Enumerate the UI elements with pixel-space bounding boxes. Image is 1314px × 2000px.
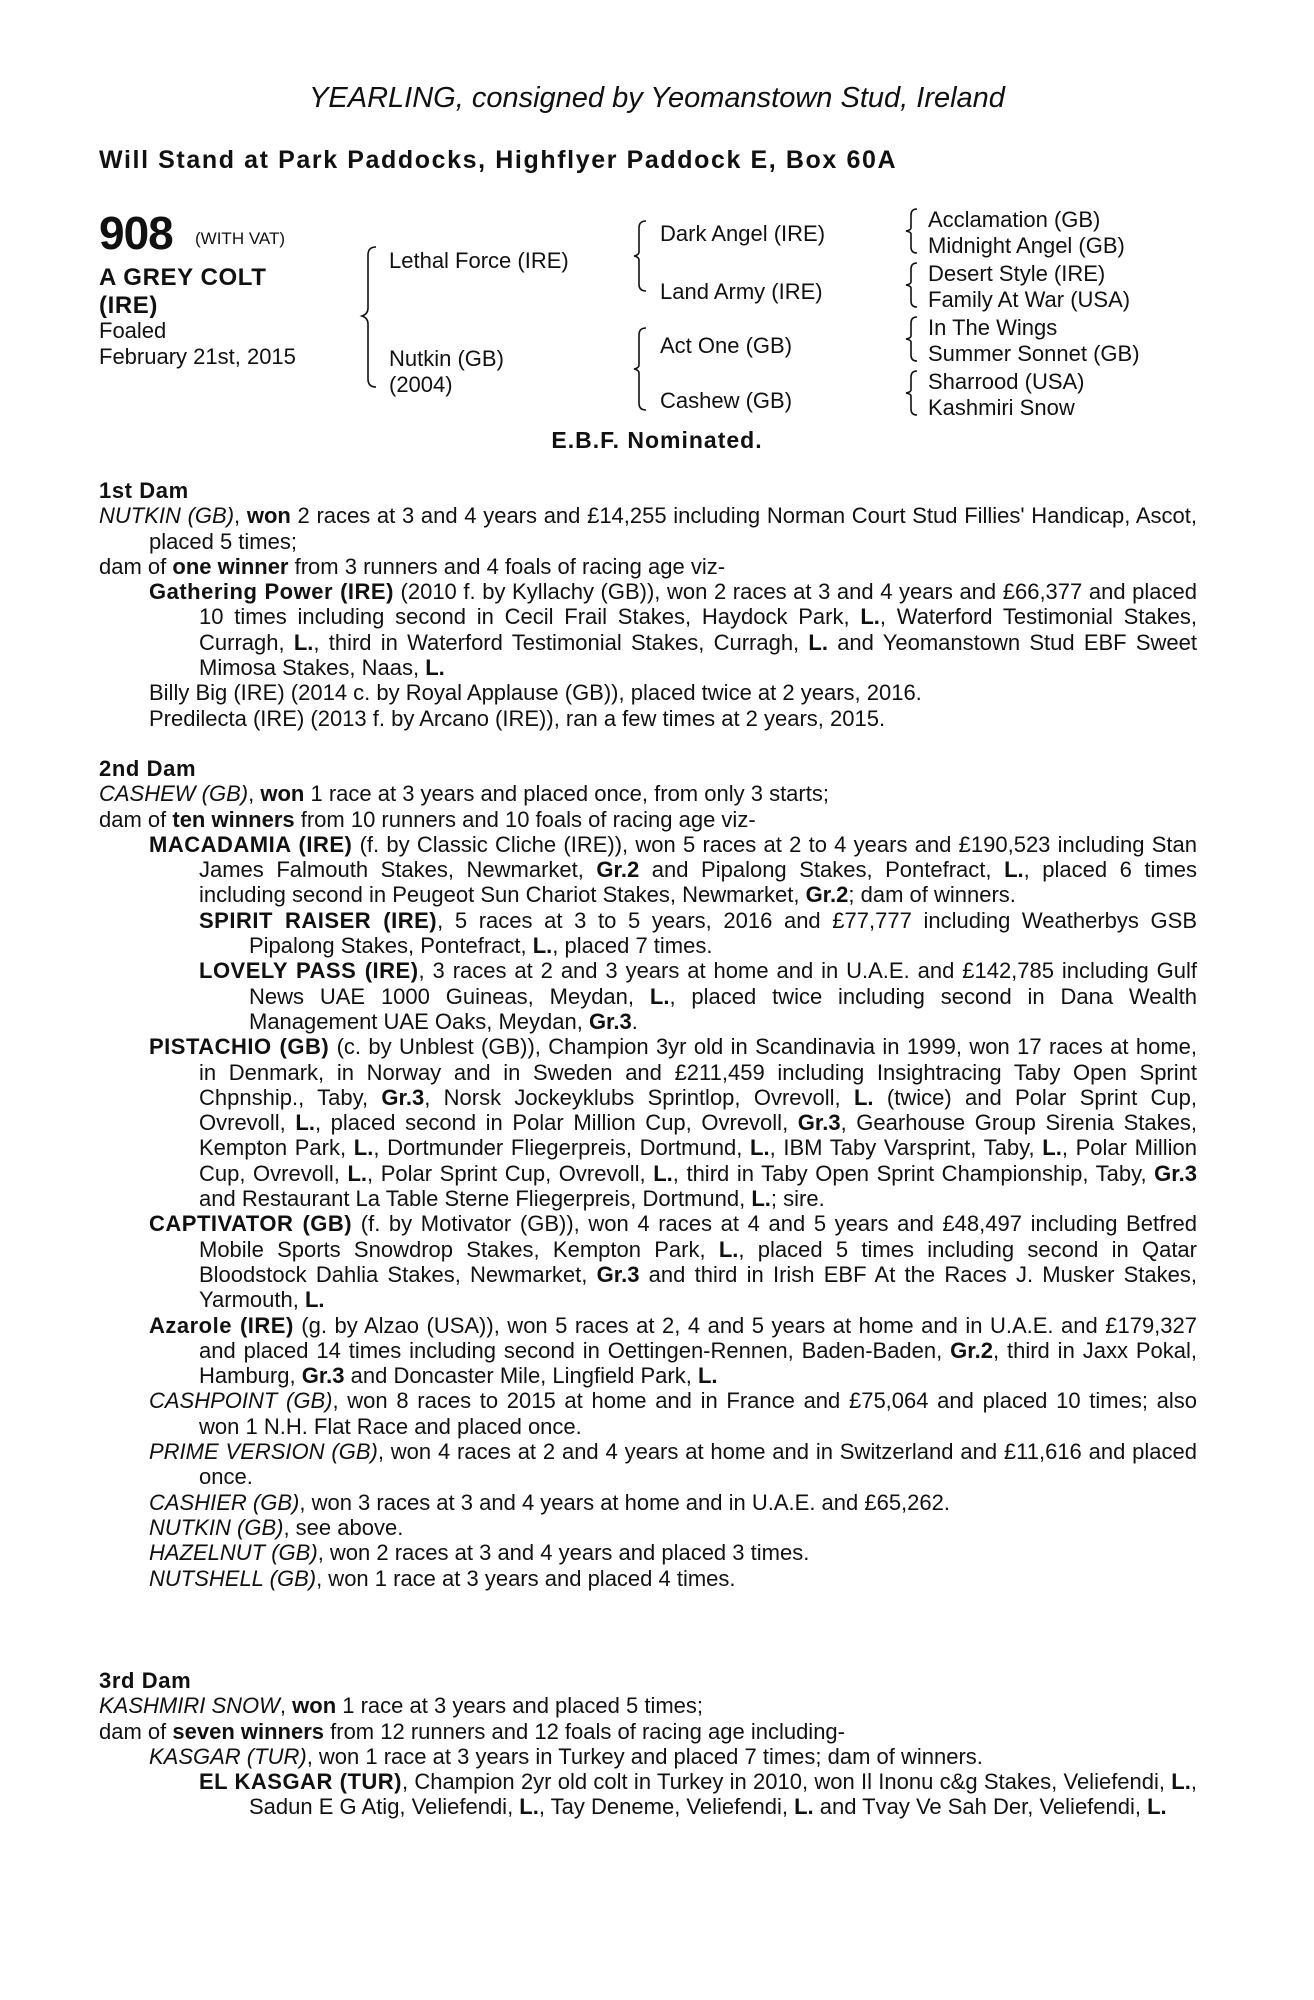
text-run: Predilecta (IRE) (2013 f. by Arcano (IRE)), ran a few times at 2 years, 2015.: [149, 705, 886, 731]
text-run: and Yeomanstown Stud EBF Sweet Mimosa Stakes, Naas,: [199, 629, 1197, 681]
emphasis-text: L.: [808, 629, 828, 655]
produce-entry-captivator: [99, 1211, 1197, 1312]
horse-description-line2: (IRE): [99, 292, 158, 319]
pedigree-g3-5: In The Wings: [928, 315, 1058, 340]
pedigree-sire: Lethal Force (IRE): [389, 248, 569, 273]
first-dam-heading: 1st Dam: [99, 478, 189, 503]
text-run: (c. by Unblest (GB)), Champion 3yr old in Scandinavia in 1999, won 17 races at home, in Denmark, in Norway and in Sweden and £211,459 including Insightracing Taby Open Sprint Chpnship., Taby,: [199, 1034, 1198, 1110]
third-dam-heading: 3rd Dam: [99, 1668, 192, 1693]
emphasis-text: L.: [649, 983, 670, 1009]
text-run: 2 races at 3 and 4 years and £14,255 including Norman Court Stud Fillies' Handicap, Ascot, placed 5 times;: [149, 503, 1197, 554]
text-run: 1 race at 3 years and placed 5 times;: [336, 1693, 704, 1719]
text-run: 1 race at 3 years and placed once, from only 3 starts;: [304, 781, 829, 807]
produce-entry-pistachio: [99, 1034, 1197, 1211]
horse-name: PISTACHIO (GB): [149, 1034, 330, 1060]
text-run: (f. by Motivator (GB)), won 4 races at 4 and 5 years and £48,497 including Betfred Mobile Sports Snowdrop Stakes, Kempton Park,: [199, 1211, 1197, 1262]
italic-name: NUTKIN (GB): [99, 503, 235, 529]
pedigree-bracket-g3-2: [903, 260, 923, 310]
text-run: dam of: [99, 806, 173, 832]
text-run: , see above.: [283, 1514, 404, 1540]
produce-entry-cashpoint: [99, 1388, 1197, 1439]
italic-name: CASHEW (GB): [99, 781, 249, 807]
ebf-nominated: E.B.F. Nominated.: [551, 427, 763, 453]
first-dam-record: [99, 503, 1197, 554]
emphasis-text: Gr.3: [588, 1008, 632, 1034]
emphasis-text: L.: [718, 1236, 739, 1262]
text-run: (2010 f. by Kyllachy (GB)), won 2 races at 3 and 4 years and £66,377 and placed 10 times including second in Cecil Frail Stakes, Haydock Park,: [199, 579, 1197, 630]
emphasis-text: Gr.2: [950, 1337, 993, 1363]
produce-entry-kasgar: [99, 1744, 1197, 1769]
text-run: , IBM Taby Varsprint, Taby,: [769, 1135, 1043, 1161]
emphasis-text: won: [246, 503, 291, 529]
text-run: , Polar Million Cup, Ovrevoll,: [199, 1135, 1197, 1186]
text-run: ,: [279, 1693, 293, 1719]
text-run: dam of: [99, 553, 173, 579]
italic-name: NUTKIN (GB): [149, 1514, 284, 1540]
text-run: , placed 7 times.: [552, 933, 713, 959]
text-run: , won 1 race at 3 years in Turkey and placed 7 times; dam of winners.: [306, 1743, 983, 1769]
text-run: dam of: [99, 1718, 173, 1744]
pedigree-g3-8: Kashmiri Snow: [928, 395, 1075, 420]
text-run: , third in Jaxx Pokal, Hamburg,: [199, 1337, 1197, 1389]
text-run: ; dam of winners.: [848, 882, 1016, 908]
emphasis-text: L.: [653, 1160, 673, 1186]
vat-label: (WITH VAT): [195, 229, 286, 248]
emphasis-text: L.: [293, 629, 314, 655]
emphasis-text: won: [292, 1693, 337, 1719]
second-dam-heading: 2nd Dam: [99, 756, 197, 781]
emphasis-text: L.: [1004, 857, 1024, 883]
pedigree-g3-4: Family At War (USA): [928, 287, 1131, 312]
first-dam-section: [99, 478, 1197, 731]
text-run: and Pipalong Stakes, Pontefract,: [639, 857, 1005, 883]
emphasis-text: L.: [853, 1084, 874, 1110]
emphasis-text: Gr.2: [596, 857, 640, 883]
emphasis-text: L.: [1042, 1135, 1062, 1161]
produce-entry-macadamia: [99, 832, 1197, 908]
emphasis-text: Gr.3: [301, 1363, 345, 1389]
text-run: .: [631, 1008, 638, 1034]
produce-entry-hazelnut: [99, 1540, 1197, 1565]
text-run: (twice) and Polar Sprint Cup, Ovrevoll,: [199, 1084, 1197, 1136]
produce-entry-billy-big: [99, 680, 1197, 705]
pedigree-g3-1: Acclamation (GB): [928, 207, 1101, 232]
produce-entry-cashier: [99, 1490, 1197, 1515]
pedigree-bracket-g3-1: [903, 206, 923, 256]
italic-name: KASGAR (TUR): [149, 1743, 307, 1769]
text-run: and Doncaster Mile, Lingfield Park,: [344, 1363, 698, 1389]
italic-name: NUTSHELL (GB): [149, 1565, 317, 1591]
horse-name: CAPTIVATOR (GB): [149, 1211, 353, 1237]
emphasis-text: Gr.3: [797, 1110, 841, 1136]
text-run: , 3 races at 2 and 3 years at home and in U.A.E. and £142,785 including Gulf News UAE 1000 Guineas, Meydan,: [249, 958, 1198, 1009]
text-run: , Tay Deneme, Veliefendi,: [538, 1794, 795, 1820]
lot-number: 908: [99, 207, 173, 259]
produce-entry-lovely-pass: [99, 958, 1197, 1034]
foaled-date: February 21st, 2015: [99, 344, 296, 369]
text-run: , won 2 races at 3 and 4 years and placed 3 times.: [317, 1540, 810, 1566]
horse-description: [99, 264, 267, 320]
pedigree-dam-dam: Cashew (GB): [660, 388, 793, 413]
text-run: , won 8 races to 2015 at home and in France and £75,064 and placed 10 times; also won 1 N.H. Flat Race and placed once.: [199, 1388, 1197, 1439]
emphasis-text: Gr.2: [805, 882, 849, 908]
text-run: , Champion 2yr old colt in Turkey in 2010, won Il Inonu c&g Stakes, Veliefendi,: [401, 1769, 1172, 1795]
text-run: Billy Big (IRE) (2014 c. by Royal Applause (GB)), placed twice at 2 years, 2016.: [149, 680, 922, 706]
produce-entry-nutkin: [99, 1515, 1197, 1540]
pedigree-g3-6: Summer Sonnet (GB): [928, 341, 1140, 366]
italic-name: HAZELNUT (GB): [149, 1540, 318, 1566]
text-run: , Polar Sprint Cup, Ovrevoll,: [367, 1160, 654, 1186]
foaled-label: Foaled: [99, 318, 167, 343]
second-dam-record: [99, 781, 1197, 806]
emphasis-text: L.: [304, 1287, 325, 1313]
text-run: , placed twice including second in Dana Wealth Management UAE Oaks, Meydan,: [249, 983, 1198, 1034]
emphasis-text: Gr.3: [596, 1261, 640, 1287]
emphasis-text: won: [260, 781, 305, 807]
italic-name: CASHPOINT (GB): [149, 1388, 333, 1414]
text-run: , Norsk Jockeyklubs Sprintlop, Ovrevoll,: [424, 1084, 854, 1110]
second-dam-section: [99, 756, 1197, 1591]
horse-name: MACADAMIA (IRE): [149, 831, 353, 857]
text-run: , won 3 races at 3 and 4 years at home and in U.A.E. and £65,262.: [299, 1489, 950, 1515]
produce-entry-gathering-power: [99, 579, 1197, 680]
text-run: , 5 races at 3 to 5 years, 2016 and £77,777 including Weatherbys GSB Pipalong Stakes, Pontefract,: [249, 907, 1198, 959]
emphasis-text: L.: [353, 1135, 374, 1161]
text-run: (g. by Alzao (USA)), won 5 races at 2, 4 and 5 years at home and in U.A.E. and £179,327 and placed 14 times including second in Oettingen-Rennen, Baden-Baden,: [199, 1312, 1197, 1363]
text-run: from 10 runners and 10 foals of racing age viz-: [294, 806, 756, 832]
emphasis-text: L.: [1171, 1769, 1191, 1795]
produce-entry-prime-version: [99, 1439, 1197, 1490]
second-dam-produce-summary: [99, 807, 1197, 832]
text-run: (f. by Classic Cliche (IRE)), won 5 races at 2 to 4 years and £190,523 including Stan James Falmouth Stakes, Newmarket,: [199, 831, 1197, 883]
text-run: , Gearhouse Group Sirenia Stakes, Kempton Park,: [199, 1110, 1197, 1161]
horse-name: LOVELY PASS (IRE): [199, 958, 419, 984]
text-run: and third in Irish EBF At the Races J. Musker Stakes, Yarmouth,: [199, 1261, 1198, 1313]
text-run: ,: [248, 781, 261, 807]
emphasis-text: L.: [1147, 1794, 1167, 1820]
horse-description-line1: A GREY COLT: [99, 264, 267, 291]
text-run: ,: [234, 503, 247, 529]
pedigree-bracket-g3-3: [903, 314, 923, 364]
text-run: , third in Waterford Testimonial Stakes, Curragh,: [313, 629, 809, 655]
italic-name: KASHMIRI SNOW: [99, 1693, 280, 1719]
emphasis-text: L.: [750, 1135, 770, 1161]
emphasis-text: L.: [519, 1794, 539, 1820]
first-dam-produce-summary: [99, 554, 1197, 579]
emphasis-text: Gr.3: [1154, 1160, 1197, 1186]
emphasis-text: L.: [532, 933, 553, 959]
horse-name: SPIRIT RAISER (IRE): [199, 907, 438, 933]
text-run: , Dortmunder Fliegerpreis, Dortmund,: [373, 1135, 750, 1161]
emphasis-text: L.: [794, 1794, 814, 1820]
produce-entry-spirit-raiser: [99, 908, 1197, 959]
emphasis-text: L.: [347, 1160, 368, 1186]
text-run: , won 4 races at 2 and 4 years at home and in Switzerland and £11,616 and placed once.: [199, 1439, 1198, 1490]
pedigree-bracket-dam: [632, 325, 652, 413]
pedigree-bracket-sire-dam: [360, 244, 384, 390]
produce-entry-azarole: [99, 1313, 1197, 1389]
emphasis-text: Gr.3: [381, 1084, 425, 1110]
text-run: , placed 6 times including second in Peugeot Sun Chariot Stakes, Newmarket,: [199, 857, 1198, 908]
third-dam-record: [99, 1693, 1197, 1718]
pedigree-sire-dam: Land Army (IRE): [660, 279, 823, 304]
text-run: and Tvay Ve Sah Der, Veliefendi,: [813, 1794, 1148, 1820]
horse-name: EL KASGAR (TUR): [199, 1769, 402, 1795]
pedigree-g3-7: Sharrood (USA): [928, 369, 1085, 394]
catalogue-header-title: YEARLING, consigned by Yeomanstown Stud, Ireland: [309, 82, 1005, 114]
pedigree-bracket-g3-4: [903, 368, 923, 418]
emphasis-text: L.: [697, 1363, 718, 1389]
italic-name: CASHIER (GB): [149, 1489, 300, 1515]
emphasis-text: L.: [295, 1110, 315, 1136]
text-run: , placed second in Polar Million Cup, Ovrevoll,: [314, 1110, 798, 1136]
emphasis-text: L.: [425, 655, 445, 681]
horse-name: Azarole (IRE): [149, 1312, 294, 1338]
text-run: and Restaurant La Table Sterne Fliegerpreis, Dortmund,: [199, 1186, 752, 1212]
pedigree-g3-2: Midnight Angel (GB): [928, 233, 1125, 258]
pedigree-bracket-sire: [632, 218, 652, 294]
third-dam-produce-summary: [99, 1719, 1197, 1744]
location-line: Will Stand at Park Paddocks, Highflyer Paddock E, Box 60A: [99, 146, 898, 174]
pedigree-g3-3: Desert Style (IRE): [928, 261, 1106, 286]
foaled-info: [99, 318, 296, 370]
produce-entry-nutshell: [99, 1566, 1197, 1591]
pedigree-dam-sire: Act One (GB): [660, 333, 793, 358]
third-dam-section: [99, 1668, 1197, 1820]
pedigree-dam: Nutkin (GB): [389, 346, 504, 371]
emphasis-text: seven winners: [172, 1718, 325, 1744]
text-run: , Waterford Testimonial Stakes, Curragh,: [199, 604, 1198, 655]
pedigree-sire-sire: Dark Angel (IRE): [660, 221, 826, 246]
emphasis-text: one winner: [172, 553, 289, 579]
pedigree-dam-year: (2004): [389, 372, 453, 397]
text-run: ; sire.: [770, 1186, 825, 1212]
emphasis-text: ten winners: [172, 806, 295, 832]
text-run: , placed 5 times including second in Qatar Bloodstock Dahlia Stakes, Newmarket,: [199, 1236, 1197, 1287]
text-run: , won 1 race at 3 years and placed 4 times.: [316, 1565, 736, 1591]
text-run: , third in Taby Open Sprint Championship, Taby,: [672, 1160, 1155, 1186]
emphasis-text: L.: [860, 604, 880, 630]
produce-entry-el-kasgar: [99, 1769, 1197, 1820]
produce-entry-predilecta: [99, 706, 1197, 731]
horse-name: Gathering Power (IRE): [149, 579, 394, 605]
text-run: from 3 runners and 4 foals of racing age viz-: [288, 553, 726, 579]
text-run: from 12 runners and 12 foals of racing age including-: [324, 1718, 845, 1744]
text-run: , Sadun E G Atig, Veliefendi,: [249, 1769, 1197, 1820]
emphasis-text: L.: [751, 1186, 771, 1212]
italic-name: PRIME VERSION (GB): [149, 1439, 378, 1465]
